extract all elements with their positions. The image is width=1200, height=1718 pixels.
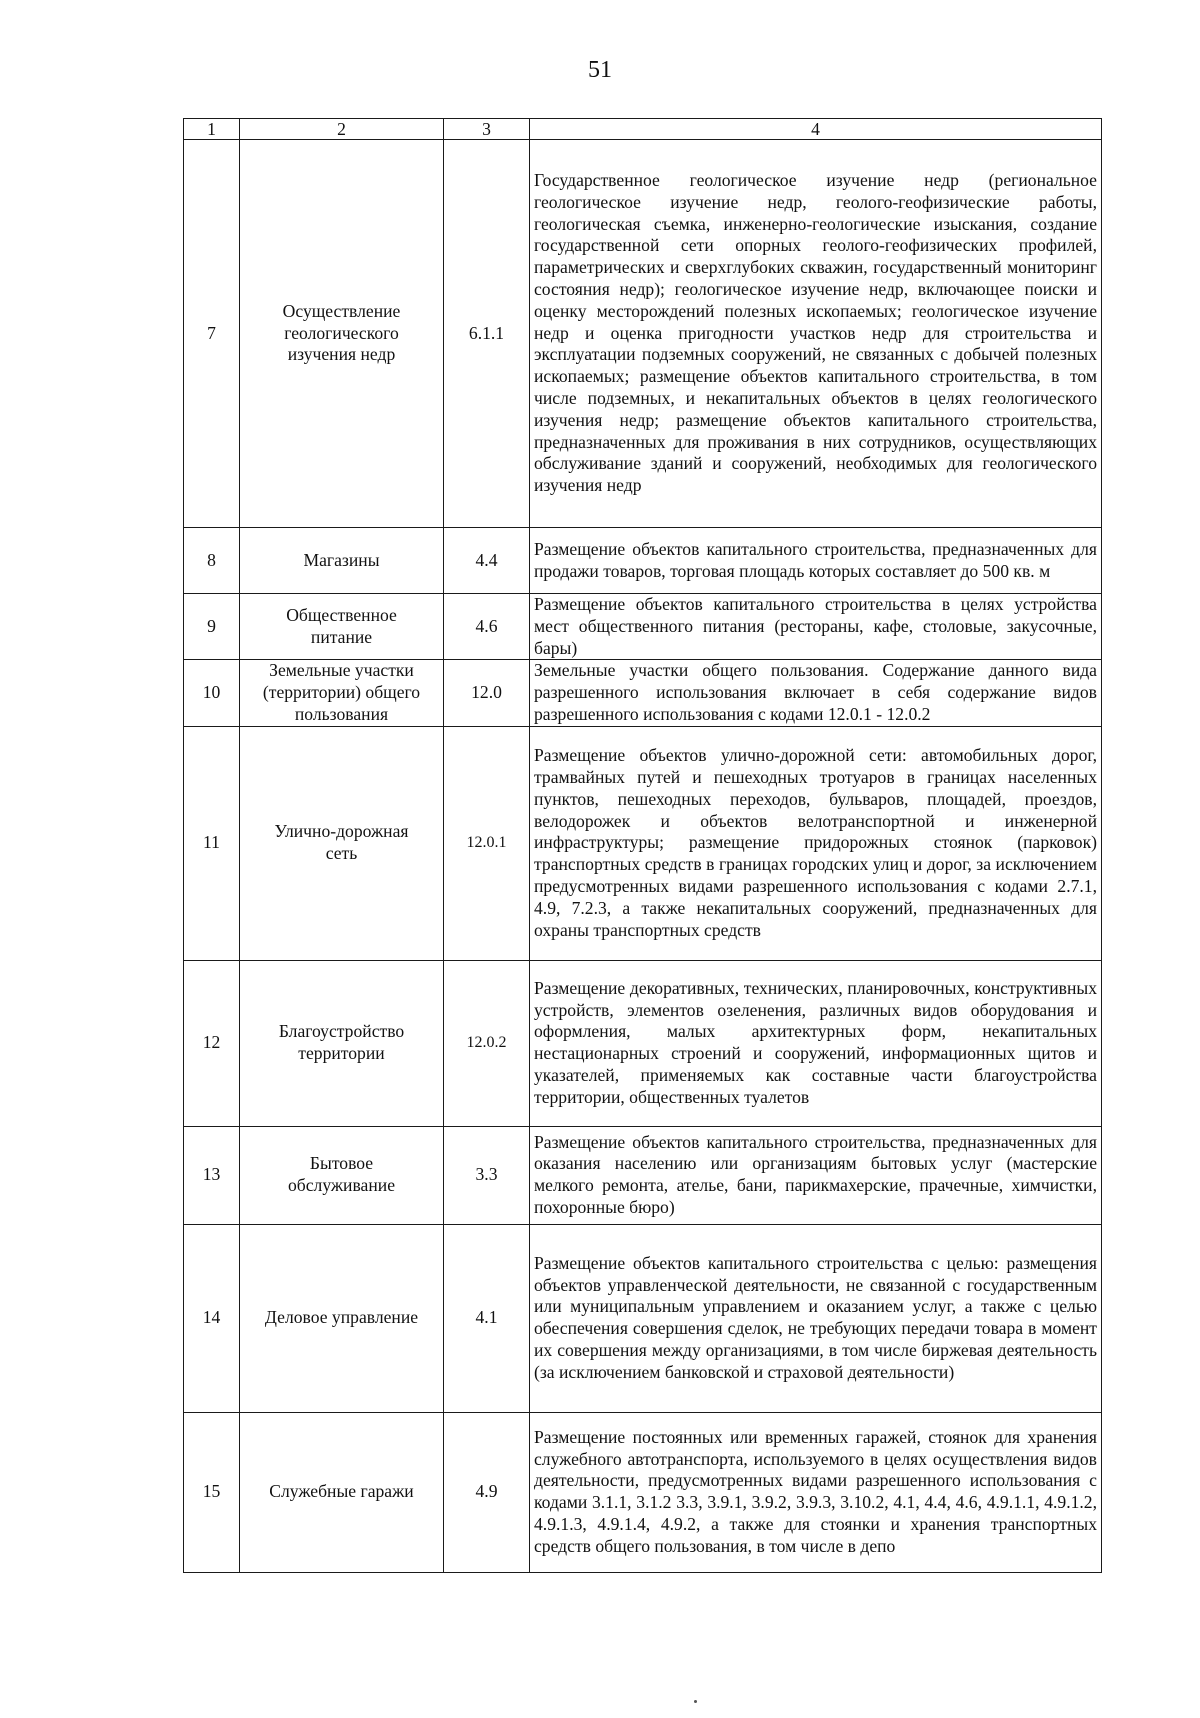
table-row [184, 528, 1102, 594]
use-type-name: Служебные гаражи [240, 1412, 444, 1572]
use-type-code: 12.0 [444, 660, 530, 726]
row-number: 14 [184, 1224, 240, 1412]
use-type-description: Размещение декоративных, технических, планировочных, конструктивных устройств, элементов озеленения, различных видов оборудования и оформления, малых архитектурных форм, некапитальных нестационарных строений и сооружений, информационных щитов и указателей, применяемых как составные части благоустройства территории, общественных туалетов [530, 960, 1102, 1126]
use-type-description: Размещение объектов улично-дорожной сети: автомобильных дорог, трамвайных путей и пешеходных тротуаров в границах населенных пунктов, пешеходных переходов, бульваров, площадей, проездов, велодорожек и объектов велотранспортной и инженерной инфраструктуры; размещение придорожных стоянок (парковок) транспортных средств в границах городских улиц и дорог, за исключением предусмотренных видами разрешенного использования с кодами 2.7.1, 4.9, 7.2.3, а также некапитальных сооружений, предназначенных для охраны транспортных средств [530, 726, 1102, 960]
use-type-name: Деловое управление [240, 1224, 444, 1412]
use-type-code: 12.0.2 [444, 960, 530, 1126]
use-type-code: 12.0.1 [444, 726, 530, 960]
table-row [184, 140, 1102, 528]
row-number: 15 [184, 1412, 240, 1572]
use-type-code: 6.1.1 [444, 140, 530, 528]
use-type-name: Благоустройство территории [240, 960, 444, 1126]
use-type-name: Магазины [240, 528, 444, 594]
row-number: 9 [184, 594, 240, 660]
row-number: 11 [184, 726, 240, 960]
row-number: 10 [184, 660, 240, 726]
use-type-description: Размещение объектов капитального строительства, предназначенных для продажи товаров, торговая площадь которых составляет до 500 кв. м [530, 528, 1102, 594]
table-row [184, 960, 1102, 1126]
use-type-code: 4.9 [444, 1412, 530, 1572]
land-use-table [183, 118, 1102, 1573]
use-type-name: Бытовое обслуживание [240, 1126, 444, 1224]
column-header-3: 3 [444, 119, 530, 140]
use-type-description: Размещение объектов капитального строительства в целях устройства мест общественного питания (рестораны, кафе, столовые, закусочные, бары) [530, 594, 1102, 660]
table-row [184, 594, 1102, 660]
use-type-code: 4.6 [444, 594, 530, 660]
use-type-name: Осуществление геологического изучения недр [240, 140, 444, 528]
table-row [184, 1412, 1102, 1572]
use-type-description: Размещение объектов капитального строительства с целью: размещения объектов управленческой деятельности, не связанной с государственным или муниципальным управлением и оказанием услуг, а также с целью обеспечения совершения сделок, не требующих передачи товара в момент их совершения между организациями, в том числе биржевая деятельность (за исключением банковской и страховой деятельности) [530, 1224, 1102, 1412]
table-row [184, 726, 1102, 960]
use-type-name: Земельные участки (территории) общего пользования [240, 660, 444, 726]
column-header-2: 2 [240, 119, 444, 140]
scan-speck [694, 1700, 697, 1703]
row-number: 12 [184, 960, 240, 1126]
table-row [184, 1126, 1102, 1224]
use-type-description: Размещение объектов капитального строительства, предназначенных для оказания населению или организациям бытовых услуг (мастерские мелкого ремонта, ателье, бани, парикмахерские, прачечные, химчистки, похоронные бюро) [530, 1126, 1102, 1224]
table-header-row [184, 119, 1102, 140]
table-row [184, 1224, 1102, 1412]
use-type-description: Государственное геологическое изучение недр (региональное геологическое изучение недр, геолого-геофизические работы, геологическая съемка, инженерно-геологические изыскания, создание государственной сети опорных геолого-геофизических профилей, параметрических и сверхглубоких скважин, государственный мониторинг состояния недр); геологическое изучение недр, включающее поиски и оценку месторождений полезных ископаемых; геологическое изучение недр и оценка пригодности участков недр для строительства и эксплуатации подземных сооружений, не связанных с добычей полезных ископаемых; размещение объектов капитального строительства, в том числе подземных, и некапитальных объектов в целях геологического изучения недр; размещение объектов капитального строительства, предназначенных для проживания в них сотрудников, осуществляющих обслуживание зданий и сооружений, необходимых для геологического изучения недр [530, 140, 1102, 528]
row-number: 13 [184, 1126, 240, 1224]
row-number: 7 [184, 140, 240, 528]
table-row [184, 660, 1102, 726]
use-type-description: Размещение постоянных или временных гаражей, стоянок для хранения служебного автотранспорта, используемого в целях осуществления видов деятельности, предусмотренных видами разрешенного использования с кодами 3.1.1, 3.1.2 3.3, 3.9.1, 3.9.2, 3.9.3, 3.10.2, 4.1, 4.4, 4.6, 4.9.1.1, 4.9.1.2, 4.9.1.3, 4.9.1.4, 4.9.2, а также для стоянки и хранения транспортных средств общего пользования, в том числе в депо [530, 1412, 1102, 1572]
use-type-name: Улично-дорожная сеть [240, 726, 444, 960]
use-type-code: 4.1 [444, 1224, 530, 1412]
use-type-description: Земельные участки общего пользования. Содержание данного вида разрешенного использования включает в себя содержание видов разрешенного использования с кодами 12.0.1 - 12.0.2 [530, 660, 1102, 726]
page-number: 51 [588, 57, 612, 83]
use-type-name: Общественное питание [240, 594, 444, 660]
use-type-code: 3.3 [444, 1126, 530, 1224]
column-header-4: 4 [530, 119, 1102, 140]
use-type-code: 4.4 [444, 528, 530, 594]
row-number: 8 [184, 528, 240, 594]
column-header-1: 1 [184, 119, 240, 140]
